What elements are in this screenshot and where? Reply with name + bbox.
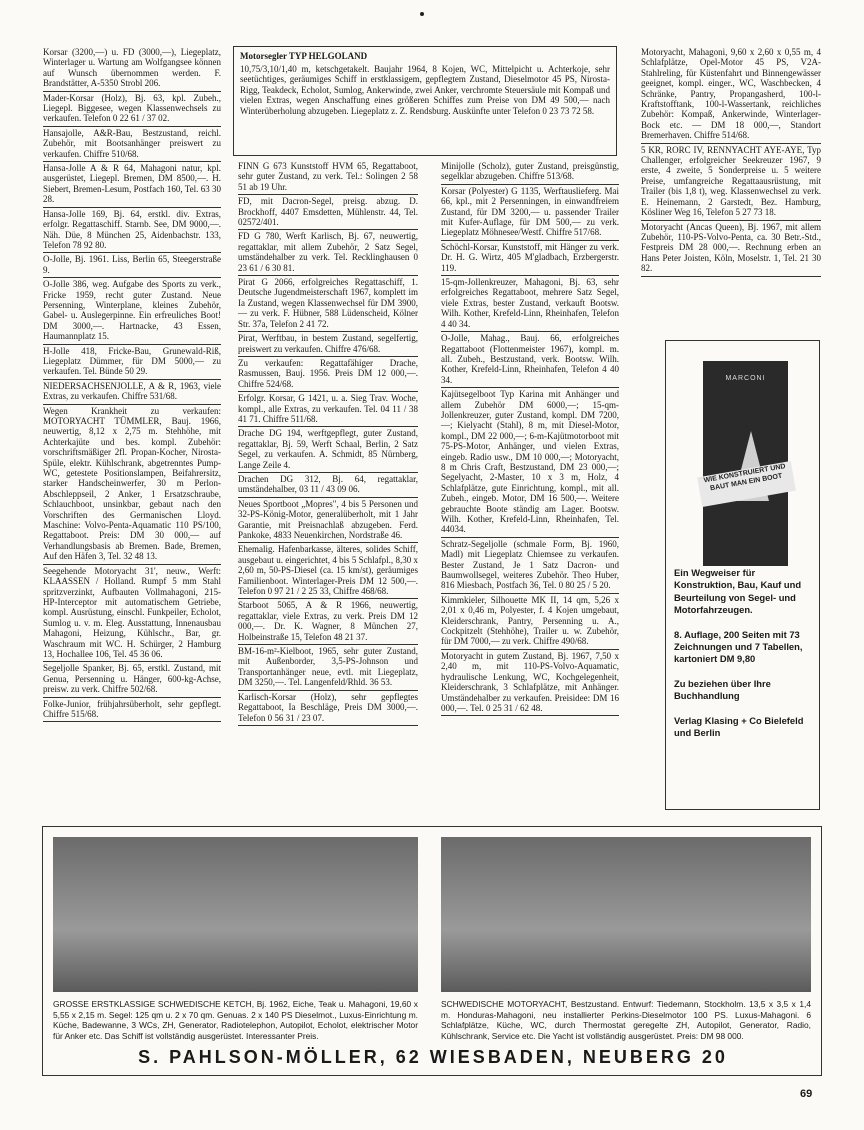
classified-ad: FD G 780, Werft Karlisch, Bj. 67, neuwertig, regattaklar, mit allem Zubehör, 2 Satz Segel, umständehalber zu verk. Tel. Recklinghausen 0 23 61 / 6 30 81.: [238, 230, 418, 276]
classified-ad: Folke-Junior, frühjahrsüberholt, sehr gepflegt. Chiffre 515/68.: [43, 698, 221, 723]
classified-ad: Starboot 5065, A & R 1966, neuwertig, regattaklar, viele Extras, zu verk. Preis DM 12 000,—. Dr. K. Wagner, 8 München 27, Holbeinstraße 15, Telefon 48 21 37.: [238, 599, 418, 645]
classified-ad: Motoryacht (Ancas Queen), Bj. 1967, mit allem Zubehör, 110-PS-Volvo-Penta, ca. 30 Betr.-Std., Festpreis DM 28 000,—. Rechnung erben an Hans Peter Joisten, Köln, Moselstr. 1, Tel. 21 30 82.: [641, 221, 821, 277]
classified-ad: Ehemalig. Hafenbarkasse, älteres, solides Schiff, ausgebaut u. eingerichtet, 4 bis 5 Schlafpl., 8,30 x 2,60 m, 50-PS-Diesel (ca. 15 km/st), geräumiges Familienboot. Winterlager-Preis DM 12 500,—. Telefon 0 97 21 / 2 25 33, Chiffre 468/68.: [238, 543, 418, 599]
classified-ad: Hansa-Jolle A & R 64, Mahagoni natur, kpl. ausgerüstet, Liegepl. Bremen, DM 8500,—. H. Siebert, Bremen-Lesum, Postfach 160, Tel. 63 30 28.: [43, 162, 221, 208]
ketch-caption: GROSSE ERSTKLASSIGE SCHWEDISCHE KETCH, Bj. 1962, Eiche, Teak u. Mahagoni, 19,60 x 5,55 x 2,15 m. Segel: 125 qm u. 2 x 70 qm. Genuas. 2 x 140 PS Dieselmot., Luxus-Einrichtung m. Küche, Badewanne, 3 WCs, ZH, Generator, Radiotelephon, Autopilot, Echolot, elektrischer Motor für Anker etc. Das Schiff ist vollständig ausgerüstet. Interessanter Preis.: [53, 999, 418, 1041]
classified-ad: 5 KR, RORC IV, RENNYACHT AYE-AYE, Typ Challenger, erfolgreicher Seekreuzer 1967, 9 erste, 4 zweite, 5 Sonderpreise u. 5 weitere Preise, umfangreiche Regattaausrüstung, mit Trailer (bis 1,8 t), weg. Klassenwechsel zu verk. E. Heinemann, 2 Garstedt, Bez. Hamburg, Kösliner Weg 16, Telefon 5 27 73 18.: [641, 144, 821, 221]
classified-column-4: [641, 46, 821, 277]
classified-ad: H-Jolle 418, Fricke-Bau, Grunewald-Riß, Liegeplatz Dümmer, für DM 5000,— zu verkaufen. Tel. Bünde 50 29.: [43, 345, 221, 380]
classified-ad: Schöchl-Korsar, Kunststoff, mit Hänger zu verk. Dr. H. G. Wirtz, 405 M'gladbach, Erzbergerstr. 119.: [441, 241, 619, 276]
book-cover-author: MARCONI: [725, 375, 766, 382]
book-description: Ein Wegweiser für Konstruktion, Bau, Kauf und Beurteilung von Segel- und Motorfahrzeugen.: [674, 567, 802, 616]
ketch-photo: [53, 837, 418, 992]
book-cover-image: [703, 361, 788, 566]
classified-ad: Zu verkaufen: Regattafähiger Drache, Rasmussen, Bauj. 1956. Preis DM 12 000,—. Chiffre 524/68.: [238, 357, 418, 392]
classified-ad: Segeljolle Spanker, Bj. 65, erstkl. Zustand, mit Genua, Persenning u. Hänger, 600-kg-Achse, preisw. zu verk. Chiffre 502/68.: [43, 662, 221, 697]
boxed-ad-text: 10,75/3,10/1,40 m, ketschgetakelt. Baujahr 1964, 8 Kojen, WC, Mittelpicht u. Achterkoje, sehr seetüchtiges, geräumiges Schiff in erstklassigem, gepflegtem Zustand, Dieselmotor 45 PS, Nirosta-Rigg, Teakdeck, Echolot, Sumlog, Ankerwinde, zwei Anker, verchromte Steuersäule mit Kompaß und vielen Extras, wegen Anschaffung eines größeren Schiffes zum Preise von DM 49 500,— nach Winterüberholung abzugeben. Liegeplatz z. Z. Rendsburg. Auskünfte unter Telefon 0 23 73 72 58.: [240, 63, 610, 116]
classified-ad: Korsar (Polyester) G 1135, Werftauslieferg. Mai 66, kpl., mit 2 Persenningen, in einwandfreiem Zustand, für DM 3200,— u. passender Trailer mit Kufer-Auflage, für DM 500,— zu verk. Liegeplatz Möhnesee/Westf. Chiffre 517/68.: [441, 185, 619, 241]
classified-ad: FINN G 673 Kunststoff HVM 65, Regattaboot, sehr guter Zustand, zu verk. Tel.: Solingen 2 58 51 ab 19 Uhr.: [238, 160, 418, 195]
book-cover-title: WIE KONSTRUIERT UND BAUT MAN EIN BOOT: [697, 461, 796, 507]
classified-ad: Hansa-Jolle 169, Bj. 64, erstkl. div. Extras, erfolgr. Regattaschiff. Starnb. See, DM 9000,—. Näh. Düe, 8 München 25, Aidenbachstr. 133, Telefon 78 92 80.: [43, 208, 221, 254]
classified-column-1: [43, 46, 221, 722]
classified-ad: Pirat G 2066, erfolgreiches Regattaschiff, 1. Deutsche Jugendmeisterschaft 1967, komplett im Ia Zustand, wegen Klassenwechsel für DM 3900,— zu verk. F. Hübner, 588 Lüdenscheid, Kölner Str. 37a, Telefon 2 41 72.: [238, 276, 418, 332]
classified-ad: Drache DG 194, werftgepflegt, guter Zustand, regattaklar, Bj. 59, Werft Schaal, Berlin, 2 Satz Segel, zu verkaufen. A. Schmidt, 85 Nürnberg, Lange Zeile 4.: [238, 427, 418, 473]
classified-ad: O-Jolle, Mahag., Bauj. 66, erfolgreiches Regattaboot (Flottenmeister 1967), kompl. m. all. Zubeh., Bestzustand, verk. Bootsw. Wilh. Kother, Krefeld-Linn, Rheinhafen, Telefon 4 40 34.: [441, 332, 619, 388]
boxed-ad-helgoland: [233, 46, 617, 156]
book-publisher: Verlag Klasing + Co Bielefeld und Berlin: [674, 714, 804, 739]
classified-ad: Pirat, Werftbau, in bestem Zustand, segelfertig, preiswert zu verkaufen. Chiffre 476/68.: [238, 332, 418, 357]
classified-ad: Seegehende Motoryacht 31', neuw., Werft: KLAASSEN / Holland. Rumpf 5 mm Stahl spritzverzinkt, Aufbauten Vollmahagoni, 215-HP-Interceptor mit automatischem Getriebe, kompl. Ausrüstung, einschl. Funkpeiler, Echolot, Sumlog u. v. m. Eleg. Ausstattung, Innenausbau Mahagoni, Heizung, Kühlschr., Bar, gr. Waschraum mit WC. H. Schürger, 2 Hamburg 13, Hochallee 106, Tel. 45 36 06.: [43, 565, 221, 663]
book-availability: Zu beziehen über Ihre Buchhandlung: [674, 677, 771, 702]
classified-ad: FD, mit Dacron-Segel, preisg. abzug. D. Brockhoff, 4407 Emsdetten, Mühlenstr. 44, Tel. 02572/401.: [238, 195, 418, 230]
classified-ad: BM-16-m²-Kielboot, 1965, sehr guter Zustand, mit Außenborder, 3,5-PS-Johnson und Transportanhänger neue, evtl. mit Liegeplatz, DM 3250,—. Tel. Langenfeld/Rhld. 36 53.: [238, 645, 418, 691]
classified-ad: Minijolle (Scholz), guter Zustand, preisgünstig, segelklar abzugeben. Chiffre 513/68.: [441, 160, 619, 185]
classified-ad: Motoryacht, Mahagoni, 9,60 x 2,60 x 0,55 m, 4 Schlafplätze, Opel-Motor 45 PS, V2A-Stahlreling, für Küstenfahrt und Binnengewässer geeignet, kompl. einger., WC, Waschbecken, 4 Schränke, Pantry, Propangasherd, 100-l-Kraftstofftank, 100-l-Wassertank, reichliches Zubehör: Kompaß, Ankerwinde, Winterlager-Bock etc. — DM 18 000,—, Standort Bremerhaven. Chiffre 514/68.: [641, 46, 821, 144]
classified-ad: Kajütsegelboot Typ Karina mit Anhänger und allem Zubehör DM 6000,—; 15-qm-Jollenkreuzer, guter Zustand, kompl. DM 7200,—; Kielyacht (Stahl), 8 m, mit Diesel-Motor, kompl., DM 22 000,—; 6-m-Kajütmotorboot mit 75-PS-Motor, Anhänger, und vielen Extras, eingeb. Radio usw., DM 10 000,—; Motoryacht, 8 m Chris Craft, Bestzustand, DM 23 000,—; Segelyacht, 2-Master, 10 x 3 m, Holz, 4 Schlafplätze, gute Einrichtung, kompl., mit all. Zubeh., eingeb. Motor, DM 16 500,—. Weitere gebrauchte Boote ständig am Lager. Bootsw. Wilh. Kother, Krefeld-Linn, Rheinhafen, Tel. 44034.: [441, 388, 619, 538]
classified-ad: Mader-Korsar (Holz), Bj. 63, kpl. Zubeh., Liegepl. Biggesee, wegen Klassenwechsels zu verkaufen. Telefon 0 22 61 / 37 02.: [43, 92, 221, 127]
boxed-ad-title: Motorsegler TYP HELGOLAND: [240, 51, 368, 61]
dealer-name: S. PAHLSON-MÖLLER, 62 WIESBADEN, NEUBERG 20: [138, 1047, 728, 1067]
book-advertisement: [665, 340, 820, 810]
classified-column-2: [238, 160, 418, 726]
motoryacht-caption: SCHWEDISCHE MOTORYACHT, Bestzustand. Entwurf: Tiedemann, Stockholm. 13,5 x 3,5 x 1,4 m. Honduras-Mahagoni, neu installierter Perkins-Dieselmotor 100 PS. Luxus-Mahagoni. 6 Schlafplätze, Küche, WC, durch Thermostat geregelte ZH, Autopilot, Generator, Radio, Kühlschrank, Service etc. Die Yacht ist vollständig ausgerüstet. Preis: DM 98 000.: [441, 999, 811, 1041]
classified-ad: Korsar (3200,—) u. FD (3000,—), Liegeplatz, Winterlager u. Wartung am Wolfgangsee können auf Wunsch übernommen werden. F. Brandstätter, A-5350 Strobl 206.: [43, 46, 221, 92]
classified-ad: Motoryacht in gutem Zustand, Bj. 1967, 7,50 x 2,40 m, mit 110-PS-Volvo-Aquamatic, hydraulische Lenkung, WC, Kochgelegenheit, Kleiderschrank, 3 Schlafplätze, mit Anhänger. Umständehalber zu verkaufen. Preisidee: DM 16 000,—. Tel. 0 25 31 / 62 48.: [441, 650, 619, 716]
dealer-advertisement: [42, 826, 822, 1076]
classified-ad: Erfolgr. Korsar, G 1421, u. a. Sieg Trav. Woche, kompl., alle Extras, zu verkaufen. Tel. 04 11 / 38 41 71. Chiffre 511/68.: [238, 392, 418, 427]
classified-ad: Drachen DG 312, Bj. 64, regattaklar, umständehalber, 03 11 / 43 09 06.: [238, 473, 418, 498]
classified-ad: O-Jolle, Bj. 1961. Liss, Berlin 65, Steegerstraße 9.: [43, 253, 221, 278]
classified-ad: 15-qm-Jollenkreuzer, Mahagoni, Bj. 63, sehr erfolgreiches Regattaboot, mehrere Satz Segel, viele Extras, bester Zustand, verkauft Bootsw. Wilh. Kother, Krefeld-Linn, Rheinhafen, Telefon 4 40 34.: [441, 276, 619, 332]
classified-ad: Karlisch-Korsar (Holz), sehr gepflegtes Regattaboot, Ia Beschläge, Preis DM 3000,—. Telefon 0 56 31 / 23 07.: [238, 691, 418, 726]
page-mark: [420, 12, 424, 16]
classified-ad: NIEDERSACHSENJOLLE, A & R, 1963, viele Extras, zu verkaufen. Chiffre 531/68.: [43, 380, 221, 405]
page-number: 69: [800, 1088, 813, 1100]
classified-ad: Schratz-Segeljolle (schmale Form, Bj. 1960, Madl) mit Liegeplatz Chiemsee zu verkaufen. Bester Zustand, Je 1 Satz Dacron- und Baumwollsegel, weiteres Zubehör. Theo Huber, 816 Miesbach, Postfach 36, Tel. 0 80 25 / 5 20.: [441, 538, 619, 594]
classified-ad: Kimmkieler, Silhouette MK II, 14 qm, 5,26 x 2,01 x 0,46 m, Polyester, f. 4 Kojen umgebaut, Kleiderschrank, Pantry, Persenning u. A., Cockpitzelt (Stehhöhe), Trailer u. w. Zubehör, für DM 7000,— zu verk. Chiffre 490/68.: [441, 594, 619, 650]
classified-ad: Neues Sportboot „Mopres", 4 bis 5 Personen und 32-PS-König-Motor, generalüberholt, mit 1 Jahr Garantie, mit Preisnachlaß abzugeben. Ferd. Pankoke, 4833 Neuenkirchen, Nordstraße 46.: [238, 498, 418, 544]
classified-ad: O-Jolle 386, weg. Aufgabe des Sports zu verk., Fricke 1959, recht guter Zustand. Neue Persenning, Winterplane, kleines Zubehör, Gabel- u. Auslegerpinne. Ein erfreuliches Boot! DM 3000,—. Hartnacke, 43 Essen, Haumannplatz 15.: [43, 278, 221, 344]
classified-ad: Wegen Krankheit zu verkaufen: MOTORYACHT TÜMMLER, Bauj. 1966, neuwertig, 8,12 x 2,75 m. Stehhöhe, mit Achterkajüte und bes. kompl. Zubehör: vorschriftsmäßiger 2fl. Propan-Kocher, Nirosta-Spüle, elektr. Kühlschrank, abgetrenntes Pump-WC, getestete Positionslampen, Beifahrersitz, starker Handscheinwerfer, 30 m Perlon-Abschleppseil, 2 Anker, 1 Ersatzschraube, Schlauchboot, unsinkbar, gebaut nach den Vorschriften des Germanischen Lloyd. Maschine: Volvo-Penta-Aquamatic 110 PS/100, Regattaboot. Preis: DM 30 000,— auf Verhandlungsbasis ab Bremen. Bade, Bremen, Auf den Häfen 3, Tel. 32 48 13.: [43, 405, 221, 565]
classified-column-3: [441, 160, 619, 716]
classified-ad: Hansajolle, A&R-Bau, Bestzustand, reichl. Zubehör, mit Bootsanhänger preiswert zu verkaufen. Chiffre 510/68.: [43, 127, 221, 162]
motoryacht-photo: [441, 837, 811, 992]
book-edition: 8. Auflage, 200 Seiten mit 73 Zeichnungen und 7 Tabellen, kartoniert DM 9,80: [674, 628, 803, 665]
